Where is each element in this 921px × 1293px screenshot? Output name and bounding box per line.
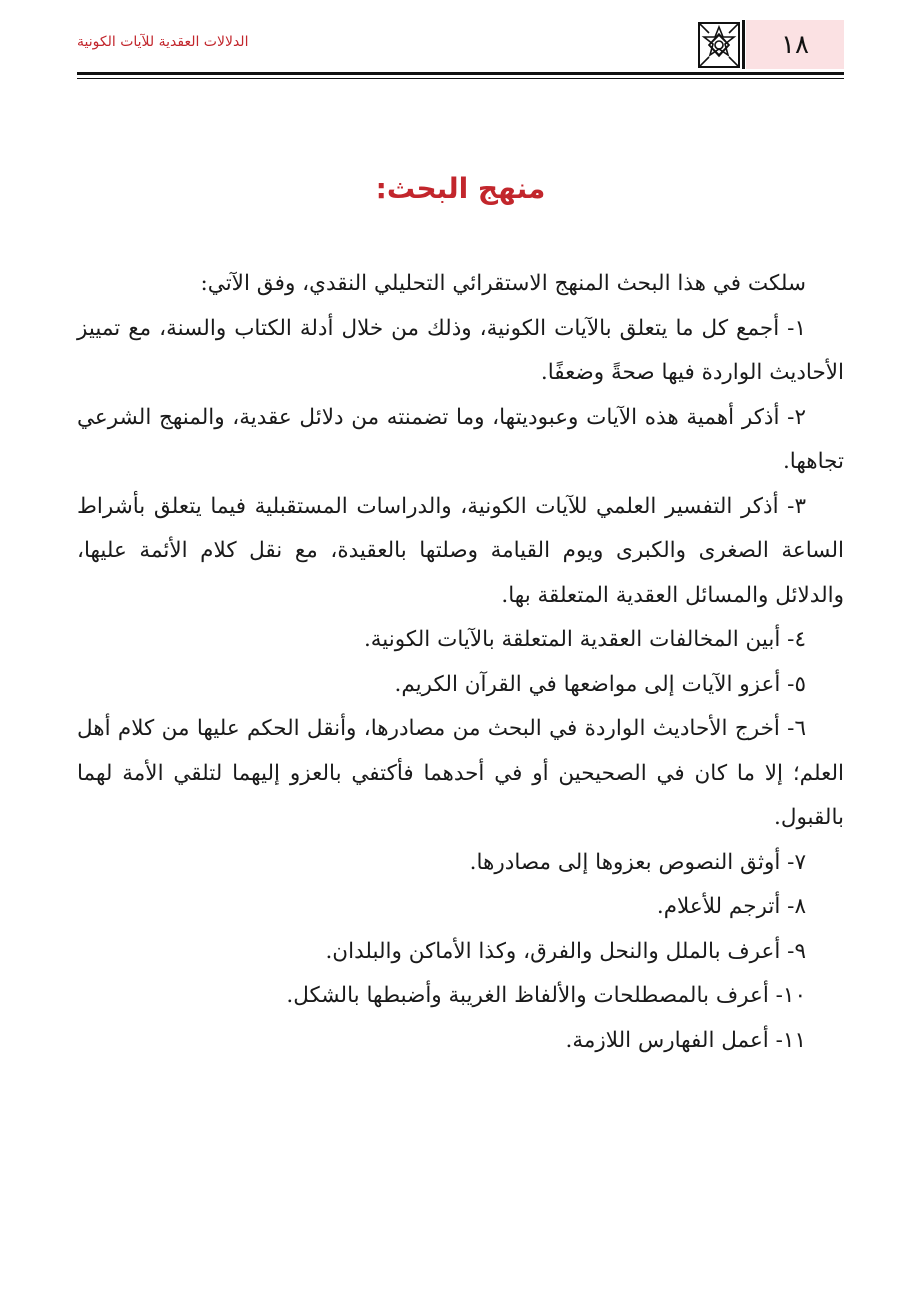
body-text [77,262,844,1063]
list-item-8: ٨- أترجم للأعلام. [656,894,806,919]
list-item-5: ٥- أعزو الآيات إلى مواضعها في القرآن الكريم. [394,671,806,697]
running-book-title: الدلالات العقدية للآيات الكونية [77,34,249,50]
section-heading: منهج البحث: [375,172,546,205]
list-item-2: ٢- أذكر أهمية هذه الآيات وعبوديتها، وما تضمنته من دلائل عقدية، والمنهج الشرعي تجاهها. [77,404,844,474]
list-item-11: ١١- أعمل الفهارس اللازمة. [565,1027,806,1053]
list-item-1: ١- أجمع كل ما يتعلق بالآيات الكونية، وذلك من خلال أدلة الكتاب والسنة، مع تمييز الأحاديث الواردة فيها صحةً وضعفًا. [77,315,844,385]
header-rule-thick [77,72,844,75]
list-item-7: ٧- أوثق النصوص بعزوها إلى مصادرها. [469,849,806,875]
header-rule-thin [77,78,844,79]
list-item-3: ٣- أذكر التفسير العلمي للآيات الكونية، والدراسات المستقبلية فيما يتعلق بأشراط الساعة الصغرى والكبرى ويوم القيامة وصلتها بالعقيدة، مع نقل كلام الأئمة عليها، والدلائل والمسائل العقدية المتعلقة بها. [77,493,844,608]
intro-paragraph: سلكت في هذا البحث المنهج الاستقرائي التحليلي النقدي، وفق الآتي: [200,271,806,296]
list-item-6: ٦- أخرج الأحاديث الواردة في البحث من مصادرها، وأنقل الحكم عليها من كلام أهل العلم؛ إلا ما كان في الصحيحين أو في أحدهما فأكتفي بالعزو إليهما لتلقي الأمة لهما بالقبول. [77,716,844,830]
geometric-star-ornament-icon [698,22,740,68]
page-number: ١٨ [746,20,844,69]
list-item-10: ١٠- أعرف بالمصطلحات والألفاظ الغريبة وأضبطها بالشكل. [286,983,806,1008]
header-divider-bar [742,20,745,69]
list-item-9: ٩- أعرف بالملل والنحل والفرق، وكذا الأماكن والبلدان. [325,938,806,964]
page-header [77,20,844,72]
list-item-4: ٤- أبين المخالفات العقدية المتعلقة بالآيات الكونية. [363,627,806,652]
